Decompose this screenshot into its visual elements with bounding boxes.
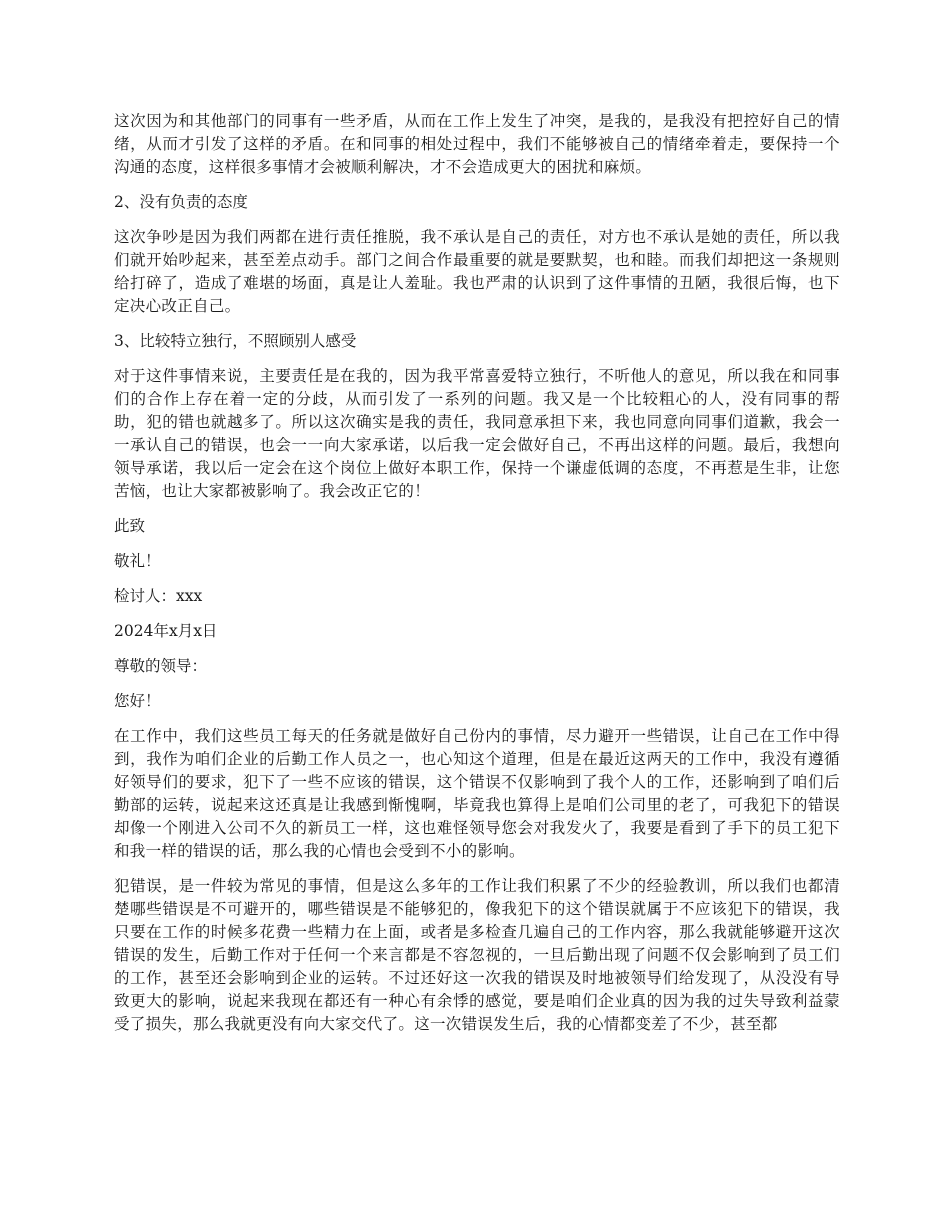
heading-irresponsible-attitude: 2、没有负责的态度 bbox=[114, 193, 248, 211]
closing-cizhi: 此致 bbox=[114, 517, 146, 535]
document-body bbox=[114, 110, 840, 1048]
salutation: 尊敬的领导： bbox=[114, 657, 208, 675]
paragraph-responsibility: 对于这件事情来说，主要责任是在我的，因为我平常喜爱特立独行，不听他人的意见，所以我在和同事们的合作上存在着一定的分歧，从而引发了一系列的问题。我又是一个比较粗心的人，没有同事的帮助，犯的错也就越多了。所以这次确实是我的责任，我同意承担下来，我也同意向同事们道歉，我会一一承认自己的错误，也会一一向大家承诺，以后我一定会做好自己，不再出这样的问题。最后，我想向领导承诺，我以后一定会在这个岗位上做好本职工作，保持一个谦虚低调的态度，不再惹是生非，让您苦恼，也让大家都被影响了。我会改正它的！ bbox=[114, 367, 840, 500]
signature-author: 检讨人：xxx bbox=[114, 587, 203, 605]
paragraph-argument: 这次争吵是因为我们两都在进行责任推脱，我不承认是自己的责任，对方也不承认是她的责任，所以我们就开始吵起来，甚至差点动手。部门之间合作最重要的就是要默契，也和睦。而我们却把这一条规则给打碎了，造成了难堪的场面，真是让人羞耻。我也严肃的认识到了这件事情的丑陋，我很后悔，也下定决心改正自己。 bbox=[114, 228, 840, 315]
paragraph-work-mistake: 在工作中，我们这些员工每天的任务就是做好自己份内的事情，尽力避开一些错误，让自己在工作中得到，我作为咱们企业的后勤工作人员之一，也心知这个道理，但是在最近这两天的工作中，我没有遵循好领导们的要求，犯下了一些不应该的错误，这个错误不仅影响到了我个人的工作，还影响到了咱们后勤部的运转，说起来这还真是让我感到惭愧啊，毕竟我也算得上是咱们公司里的老了，可我犯下的错误却像一个刚进入公司不久的新员工一样，这也难怪领导您会对我发火了，我要是看到了手下的员工犯下和我一样的错误的话，那么我的心情也会受到不小的影响。 bbox=[114, 727, 840, 860]
closing-jingli: 敬礼！ bbox=[114, 552, 161, 570]
paragraph-conflict-intro: 这次因为和其他部门的同事有一些矛盾，从而在工作上发生了冲突，是我的，是我没有把控好自己的情绪，从而才引发了这样的矛盾。在和同事的相处过程中，我们不能够被自己的情绪牵着走，要保持一个沟通的态度，这样很多事情才会被顺利解决，才不会造成更大的困扰和麻烦。 bbox=[114, 112, 840, 176]
paragraph-making-mistakes: 犯错误，是一件较为常见的事情，但是这么多年的工作让我们积累了不少的经验教训，所以我们也都清楚哪些错误是不可避开的，哪些错误是不能够犯的，像我犯下的这个错误就属于不应该犯下的错误，我只要在工作的时候多花费一些精力在上面，或者是多检查几遍自己的工作内容，那么我就能够避开这次错误的发生，后勤工作对于任何一个来言都是不容忽视的，一旦后勤出现了问题不仅会影响到了员工们的工作，甚至还会影响到企业的运转。不过还好这一次我的错误及时地被领导们给发现了，从没没有导致更大的影响，说起来我现在都还有一种心有余悸的感觉，要是咱们企业真的因为我的过失导致利益蒙受了损失，那么我就更没有向大家交代了。这一次错误发生后，我的心情都变差了不少，甚至都 bbox=[114, 877, 840, 1033]
heading-independent: 3、比较特立独行，不照顾别人感受 bbox=[114, 332, 357, 350]
greeting: 您好！ bbox=[114, 692, 161, 710]
signature-date: 2024年x月x日 bbox=[114, 622, 218, 640]
